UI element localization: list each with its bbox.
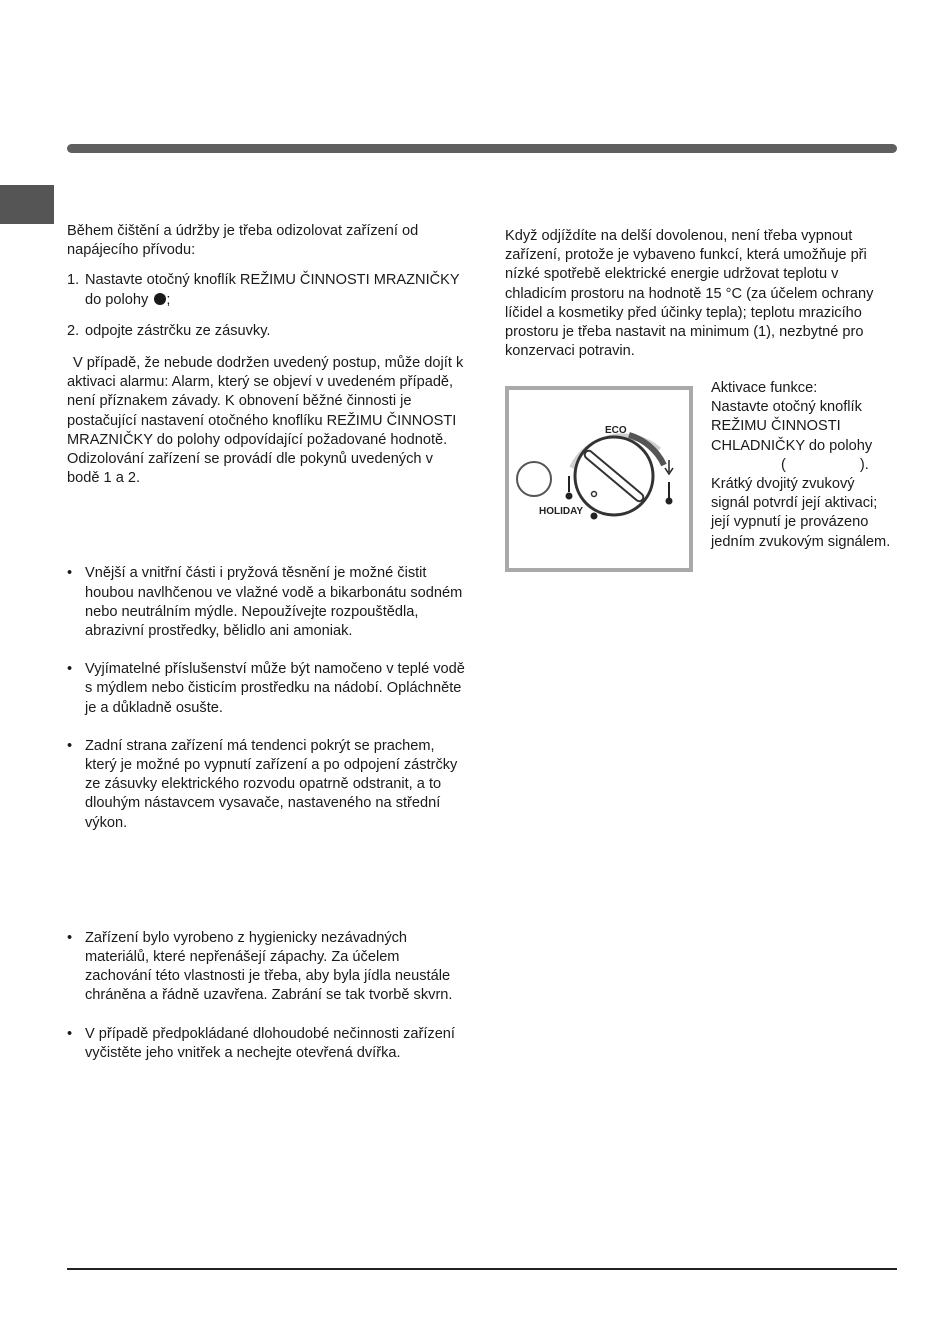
section-divider xyxy=(67,144,897,153)
bullet-icon: • xyxy=(67,929,73,946)
eco-label: ECO xyxy=(605,425,627,436)
caption-instruction: Nastavte otočný knoflík REŽIMU ČINNOSTI CHLADNIČKY do polohy xyxy=(711,399,873,454)
holiday-function-text: Když odjíždíte na delší dovolenou, není třeba vypnout zařízení, protože je vybaveno funkcí, která umožňuje při nízké spotřebě elektrické energie udržovat teplotu v chladicím prostoru na hodnotě 15 °C (za účelem ochrany líčidel a kosmetiky před účinky tepla); teplotu mrazicího prostoru je třeba nastavit na minimum (1), nezbytné pro konzervaci potravin. xyxy=(505,228,874,360)
bullet-icon: • xyxy=(67,1025,73,1042)
left-column xyxy=(67,222,467,1063)
step-text: odpojte zástrčku ze zásuvky. xyxy=(85,322,271,339)
position-dot-icon xyxy=(591,513,598,520)
bullet-icon: • xyxy=(67,737,73,754)
off-position-dot-icon xyxy=(154,293,166,305)
step-number: 1. xyxy=(67,272,80,289)
small-button-icon xyxy=(517,462,551,496)
knob-figure xyxy=(505,386,693,572)
caption-heading: Aktivace funkce: xyxy=(711,380,818,396)
thermostat-knob-illustration xyxy=(509,390,689,568)
cleaning-bullet-list xyxy=(67,564,467,832)
right-column xyxy=(505,227,890,361)
thermometer-icon xyxy=(566,493,573,500)
list-item: • Vnější a vnitřní části i pryžová těsnění je možné čistit houbou navlhčenou ve vlažné vodě a bikarbonátu sodném nebo neutrálním mýdle. Nepoužívejte rozpouštědla, abrazivní prostředky, bělidlo ani amoniak. xyxy=(67,564,467,641)
list-item: • Zařízení bylo vyrobeno z hygienicky nezávadných materiálů, které nepřenášejí zápachy. Za účelem zachování této vlastnosti je třeba, aby byla jídla neustále chráněna a řádně uzavřena. Zabrání se tak tvorbě skvrn. xyxy=(67,929,467,1006)
caption-signal-info: Krátký dvojitý zvukový signál potvrdí její aktivaci; její vypnutí je provázeno jedním zvukovým signálem. xyxy=(711,476,891,550)
hygiene-bullet-list xyxy=(67,929,467,1063)
caption-position-line: ( ). xyxy=(781,456,869,473)
list-item: • V případě předpokládané dlohoudobé nečinnosti zařízení vyčistěte jeho vnitřek a nechejte otevřená dvířka. xyxy=(67,1025,467,1063)
step-2 xyxy=(67,322,467,341)
thermometer-icon xyxy=(666,498,673,505)
step-tail: ; xyxy=(166,291,171,308)
footer-divider xyxy=(67,1268,897,1270)
holiday-label: HOLIDAY xyxy=(539,506,584,517)
step-number: 2. xyxy=(67,322,80,339)
figure-caption xyxy=(711,379,891,552)
bullet-icon: • xyxy=(67,661,73,678)
step-text: Nastavte otočný knoflík REŽIMU ČINNOSTI MRAZNIČKY do polohy xyxy=(85,272,460,308)
language-tab xyxy=(0,185,54,224)
list-item: • Vyjímatelné příslušenství může být namočeno v teplé vodě s mýdlem nebo čisticím prostředku na nádobí. Opláchněte je a důkladně osušte. xyxy=(67,660,467,718)
list-item: • Zadní strana zařízení má tendenci pokrýt se prachem, který je možné po vypnutí zařízení a po odpojení zástrčky ze zásuvky elektrického rozvodu opatrně odstranit, a to dlouhým nástavcem vysavače, nastaveného na střední výkon. xyxy=(67,737,467,833)
bullet-icon: • xyxy=(67,565,73,582)
alarm-note: V případě, že nebude dodržen uvedený postup, může dojít k aktivaci alarmu: Alarm, který se objeví v uvedeném případě, není příznakem závady. K obnovení běžné činnosti je postačující nastavení otočného knoflíku REŽIMU ČINNOSTI MRAZNIČKY do polohy odpovídající požadované hodnotě. Odizolování zařízení se provádí dle pokynů uvedených v bodě 1 a 2. xyxy=(67,355,464,487)
step-1 xyxy=(67,271,467,309)
cleaning-intro: Během čištění a údržby je třeba odizolovat zařízení od napájecího přívodu: xyxy=(67,223,419,259)
